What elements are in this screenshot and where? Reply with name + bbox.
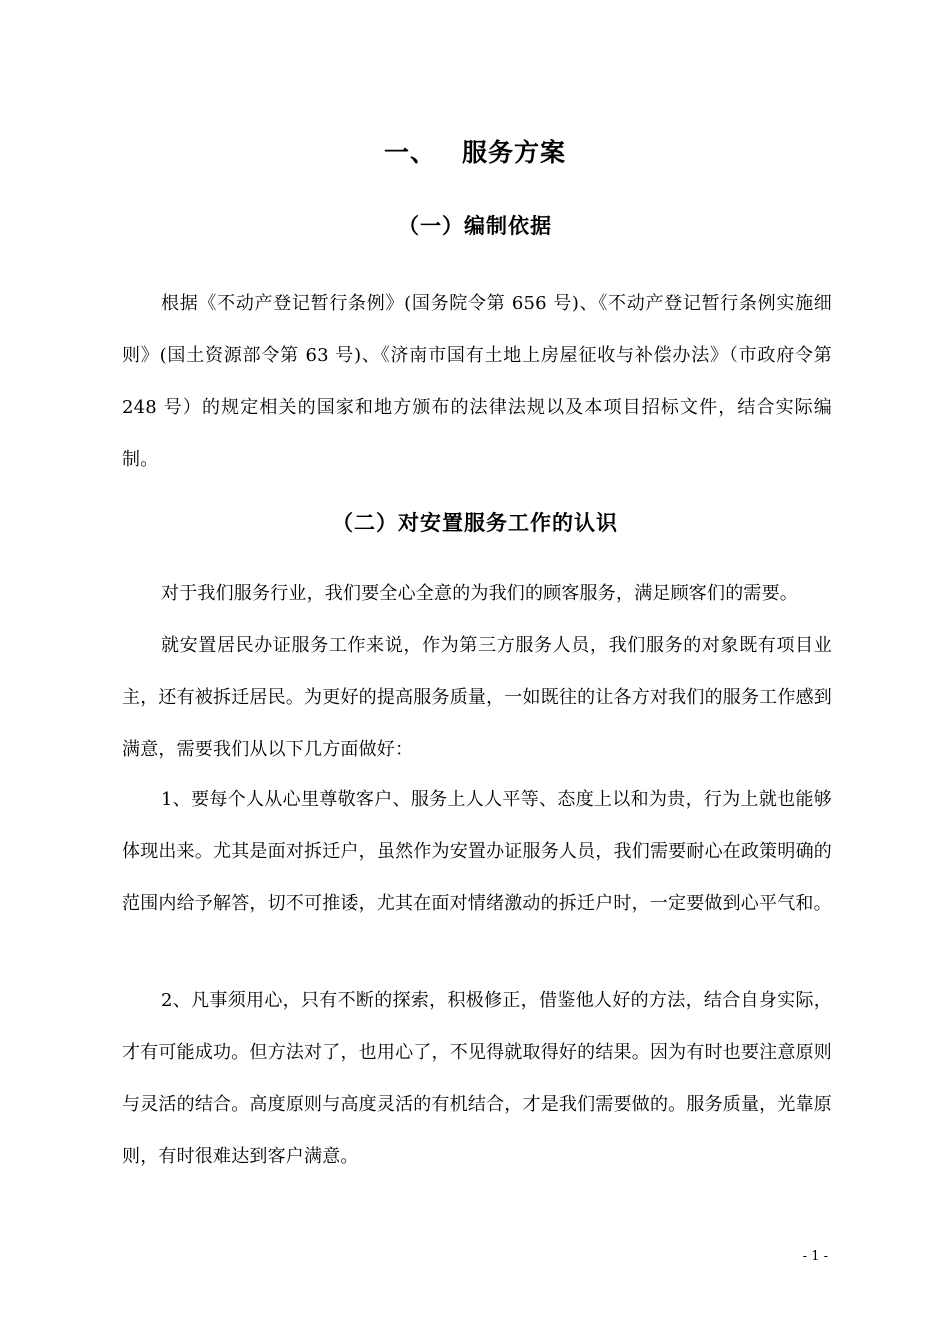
paragraph-service-intro: 对于我们服务行业，我们要全心全意的为我们的顾客服务，满足顾客们的需要。 (161, 583, 798, 604)
paragraph-point-1: 1、要每个人从心里尊敬客户、服务上人人平等、态度上以和为贵，行为上就也能够体现出来。尤其是面对拆迁户，虽然作为安置办证服务人员，我们需要耐心在政策明确的范围内给予解答，切不可推诿，尤其在面对情绪激动的拆迁户时，一定要做到心平气和。 (122, 789, 832, 914)
page-number: - 1 - (802, 1249, 828, 1264)
page-title-number: 一、 (383, 138, 436, 167)
section-heading-basis: （一）编制依据 (398, 214, 552, 238)
paragraph-point-2: 2、凡事须用心，只有不断的探索，积极修正，借鉴他人好的方法，结合自身实际，才有可能成功。但方法对了，也用心了，不见得就取得好的结果。因为有时也要注意原则与灵活的结合。高度原则与高度灵活的有机结合，才是我们需要做的。服务质量，光靠原则，有时很难达到客户满意。 (122, 990, 832, 1167)
page-title (0, 136, 950, 170)
section-heading-understanding: （二）对安置服务工作的认识 (332, 511, 618, 535)
paragraph-service-targets: 就安置居民办证服务工作来说，作为第三方服务人员，我们服务的对象既有项目业主，还有被拆迁居民。为更好的提高服务质量，一如既往的让各方对我们的服务工作感到满意，需要我们从以下几方面做好： (122, 635, 832, 760)
page-title-text: 服务方案 (462, 138, 567, 167)
paragraph-basis: 根据《不动产登记暂行条例》(国务院令第 656 号)、《不动产登记暂行条例实施细则》(国土资源部令第 63 号)、《济南市国有土地上房屋征收与补偿办法》（市政府令第 248 号）的规定相关的国家和地方颁布的法律法规以及本项目招标文件，结合实际编制。 (122, 293, 832, 470)
